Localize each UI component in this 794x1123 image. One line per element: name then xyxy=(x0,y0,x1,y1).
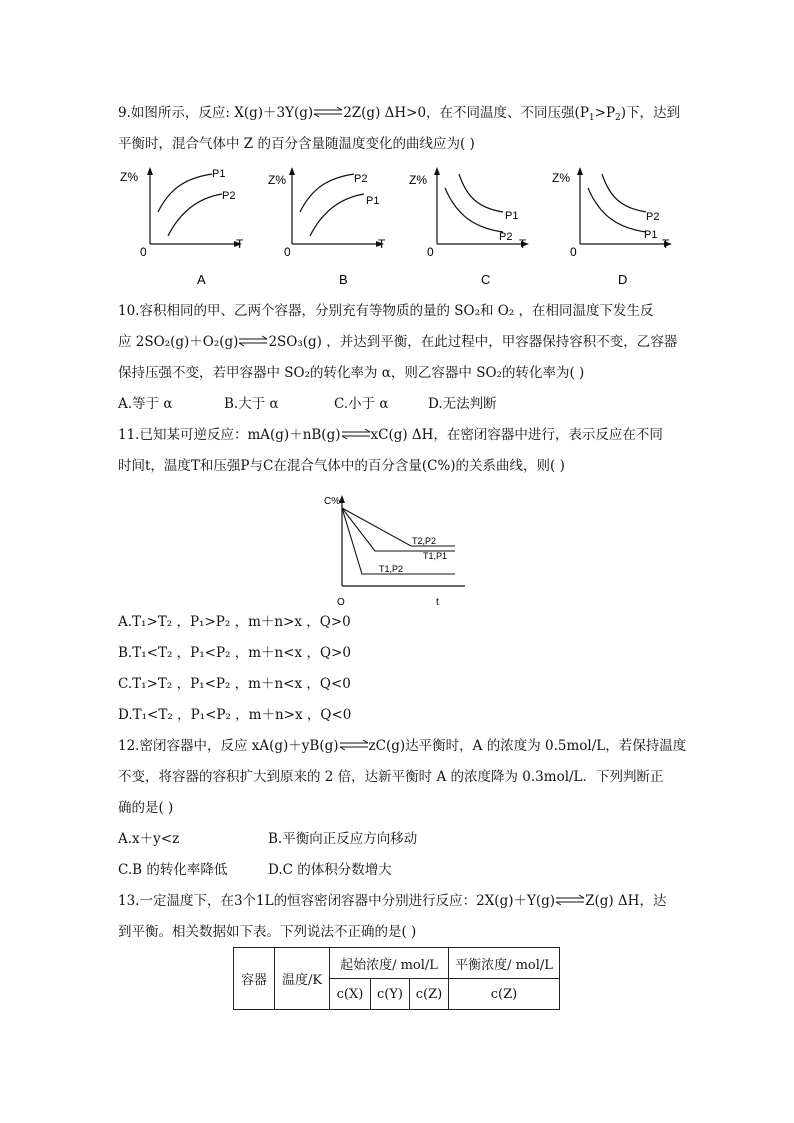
q9-line1: 9.如图所示，反应: X(g)＋3Y(g) 2Z(g) ΔH>0，在不同温度、不同压强$(P_1>P_2)$下，达到 xyxy=(118,105,681,123)
th-cz-equilibrium: c(Z) xyxy=(449,979,560,1010)
q12-line2: 不变，将容器的容积扩大到原来的 2 倍，达新平衡时 A 的浓度降为 0.3mol/L．下列判断正 xyxy=(118,769,664,785)
q9d-option-label: D xyxy=(618,272,628,287)
q11-line1: 11.已知某可逆反应：mA(g)＋nB(g) xC(g) ΔH，在密闭容器中进行，表示反应在不同 xyxy=(118,427,663,443)
q9b-xlabel: T xyxy=(378,237,386,251)
q10-options xyxy=(118,394,497,414)
q10-option-c: C.小于 α xyxy=(334,396,389,412)
q11-curve-label-t2p2: T2,P2 xyxy=(412,536,437,546)
q9c-xlabel: T xyxy=(519,237,527,251)
q9d-ylabel: Z% xyxy=(552,171,570,185)
q11-option-d: D.T₁<T₂ ，P₁<P₂ ，m＋n>x ，Q<0 xyxy=(118,707,352,723)
q11-graph xyxy=(315,488,475,613)
q9d-xlabel: T xyxy=(662,237,670,251)
q10-option-d: D.无法判断 xyxy=(428,396,497,412)
th-cy: c(Y) xyxy=(371,979,410,1010)
q9c-lower-label: P2 xyxy=(499,231,513,243)
q11-ylabel: C% xyxy=(324,496,341,507)
th-cx: c(X) xyxy=(330,979,371,1010)
q9b-ylabel: Z% xyxy=(268,173,286,187)
q9a-xlabel: T xyxy=(236,237,244,251)
th-initial-concentration: 起始浓度/ mol/L xyxy=(330,948,449,979)
q9-graph-a xyxy=(118,164,258,289)
q12-option-d: D.C 的体积分数增大 xyxy=(268,862,392,878)
q10-line2: 应 2SO₂(g)＋O₂(g) 2SO₃(g) ，并达到平衡，在此过程中，甲容器保持容积不变，乙容器 xyxy=(118,334,678,350)
q12-line1: 12.密闭容器中，反应 xA(g)＋yB(g) zC(g)达平衡时，A 的浓度为 0.5mol/L，若保持温度 xyxy=(118,738,687,754)
q9b-option-label: B xyxy=(339,272,348,287)
q11-option-c: C.T₁>T₂ ，P₁<P₂ ，m＋n<x ，Q<0 xyxy=(118,676,351,692)
q12-option-a: A.x＋y<z xyxy=(118,831,180,847)
th-container: 容器 xyxy=(234,948,275,1010)
q9a-origin: 0 xyxy=(140,245,147,259)
q10-option-a: A.等于 α xyxy=(118,396,173,412)
equilibrium-arrow-icon xyxy=(238,335,268,347)
q12-options-row1 xyxy=(118,829,417,849)
q13-line2: 到平衡。相关数据如下表。下列说法不正确的是( ) xyxy=(118,924,417,940)
q10-line3: 保持压强不变，若甲容器中 SO₂的转化率为 α，则乙容器中 SO₂的转化率为( ) xyxy=(118,365,585,381)
q9b-lower-label: P1 xyxy=(366,195,380,207)
q9a-lower-label: P2 xyxy=(222,190,236,202)
equilibrium-arrow-icon xyxy=(555,894,585,906)
q11-curve-label-t1p1: T1,P1 xyxy=(423,551,448,561)
q9c-option-label: C xyxy=(481,272,491,287)
q9c-ylabel: Z% xyxy=(409,173,427,187)
q9a-option-label: A xyxy=(197,272,206,287)
q9d-upper-label: P2 xyxy=(646,211,660,223)
q12-options-row2 xyxy=(118,860,392,880)
equilibrium-arrow-icon xyxy=(339,739,369,751)
q9-graph-d xyxy=(548,164,688,289)
q9b-upper-label: P2 xyxy=(354,173,368,185)
equilibrium-arrow-icon xyxy=(313,106,343,118)
q11-xlabel: t xyxy=(436,597,439,608)
q10-line1: 10.容积相同的甲、乙两个容器，分别充有等物质的量的 SO₂和 O₂ ，在相同温度下发生反 xyxy=(118,303,654,319)
q11-line2: 时间t，温度T和压强P与C在混合气体中的百分含量(C%)的关系曲线，则( ) xyxy=(118,458,565,474)
q12-line3: 确的是( ) xyxy=(118,800,174,816)
q10-option-b: B.大于 α xyxy=(224,396,279,412)
th-temperature: 温度/K xyxy=(275,948,330,1010)
q11-option-a: A.T₁>T₂ ，P₁>P₂ ，m＋n>x ，Q>0 xyxy=(118,614,351,630)
q9c-origin: 0 xyxy=(427,245,434,259)
th-equilibrium-concentration: 平衡浓度/ mol/L xyxy=(449,948,560,979)
q9d-origin: 0 xyxy=(570,245,577,259)
q13-line1: 13.一定温度下，在3个1L的恒容密闭容器中分别进行反应：2X(g)＋Y(g) Z(g) ΔH，达 xyxy=(118,893,667,909)
q12-option-b: B.平衡向正反应方向移动 xyxy=(268,831,418,847)
q12-option-c: C.B 的转化率降低 xyxy=(118,862,228,878)
q9-graph-c xyxy=(405,164,545,289)
q9b-origin: 0 xyxy=(284,245,291,259)
q9d-lower-label: P1 xyxy=(644,229,658,241)
q9c-upper-label: P1 xyxy=(505,210,519,222)
q9-line2: 平衡时，混合气体中 Z 的百分含量随温度变化的曲线应为( ) xyxy=(118,136,475,152)
q13-data-table xyxy=(233,947,560,1010)
q11-curve-label-t1p2: T1,P2 xyxy=(379,564,404,574)
q11-option-b: B.T₁<T₂ ，P₁<P₂ ，m＋n<x ，Q>0 xyxy=(118,645,351,661)
q11-origin: O xyxy=(337,597,345,608)
th-cz-initial: c(Z) xyxy=(410,979,449,1010)
q9a-ylabel: Z% xyxy=(120,170,138,184)
equilibrium-arrow-icon xyxy=(341,428,371,440)
q9a-upper-label: P1 xyxy=(212,168,226,180)
q9-graph-b xyxy=(260,164,400,289)
